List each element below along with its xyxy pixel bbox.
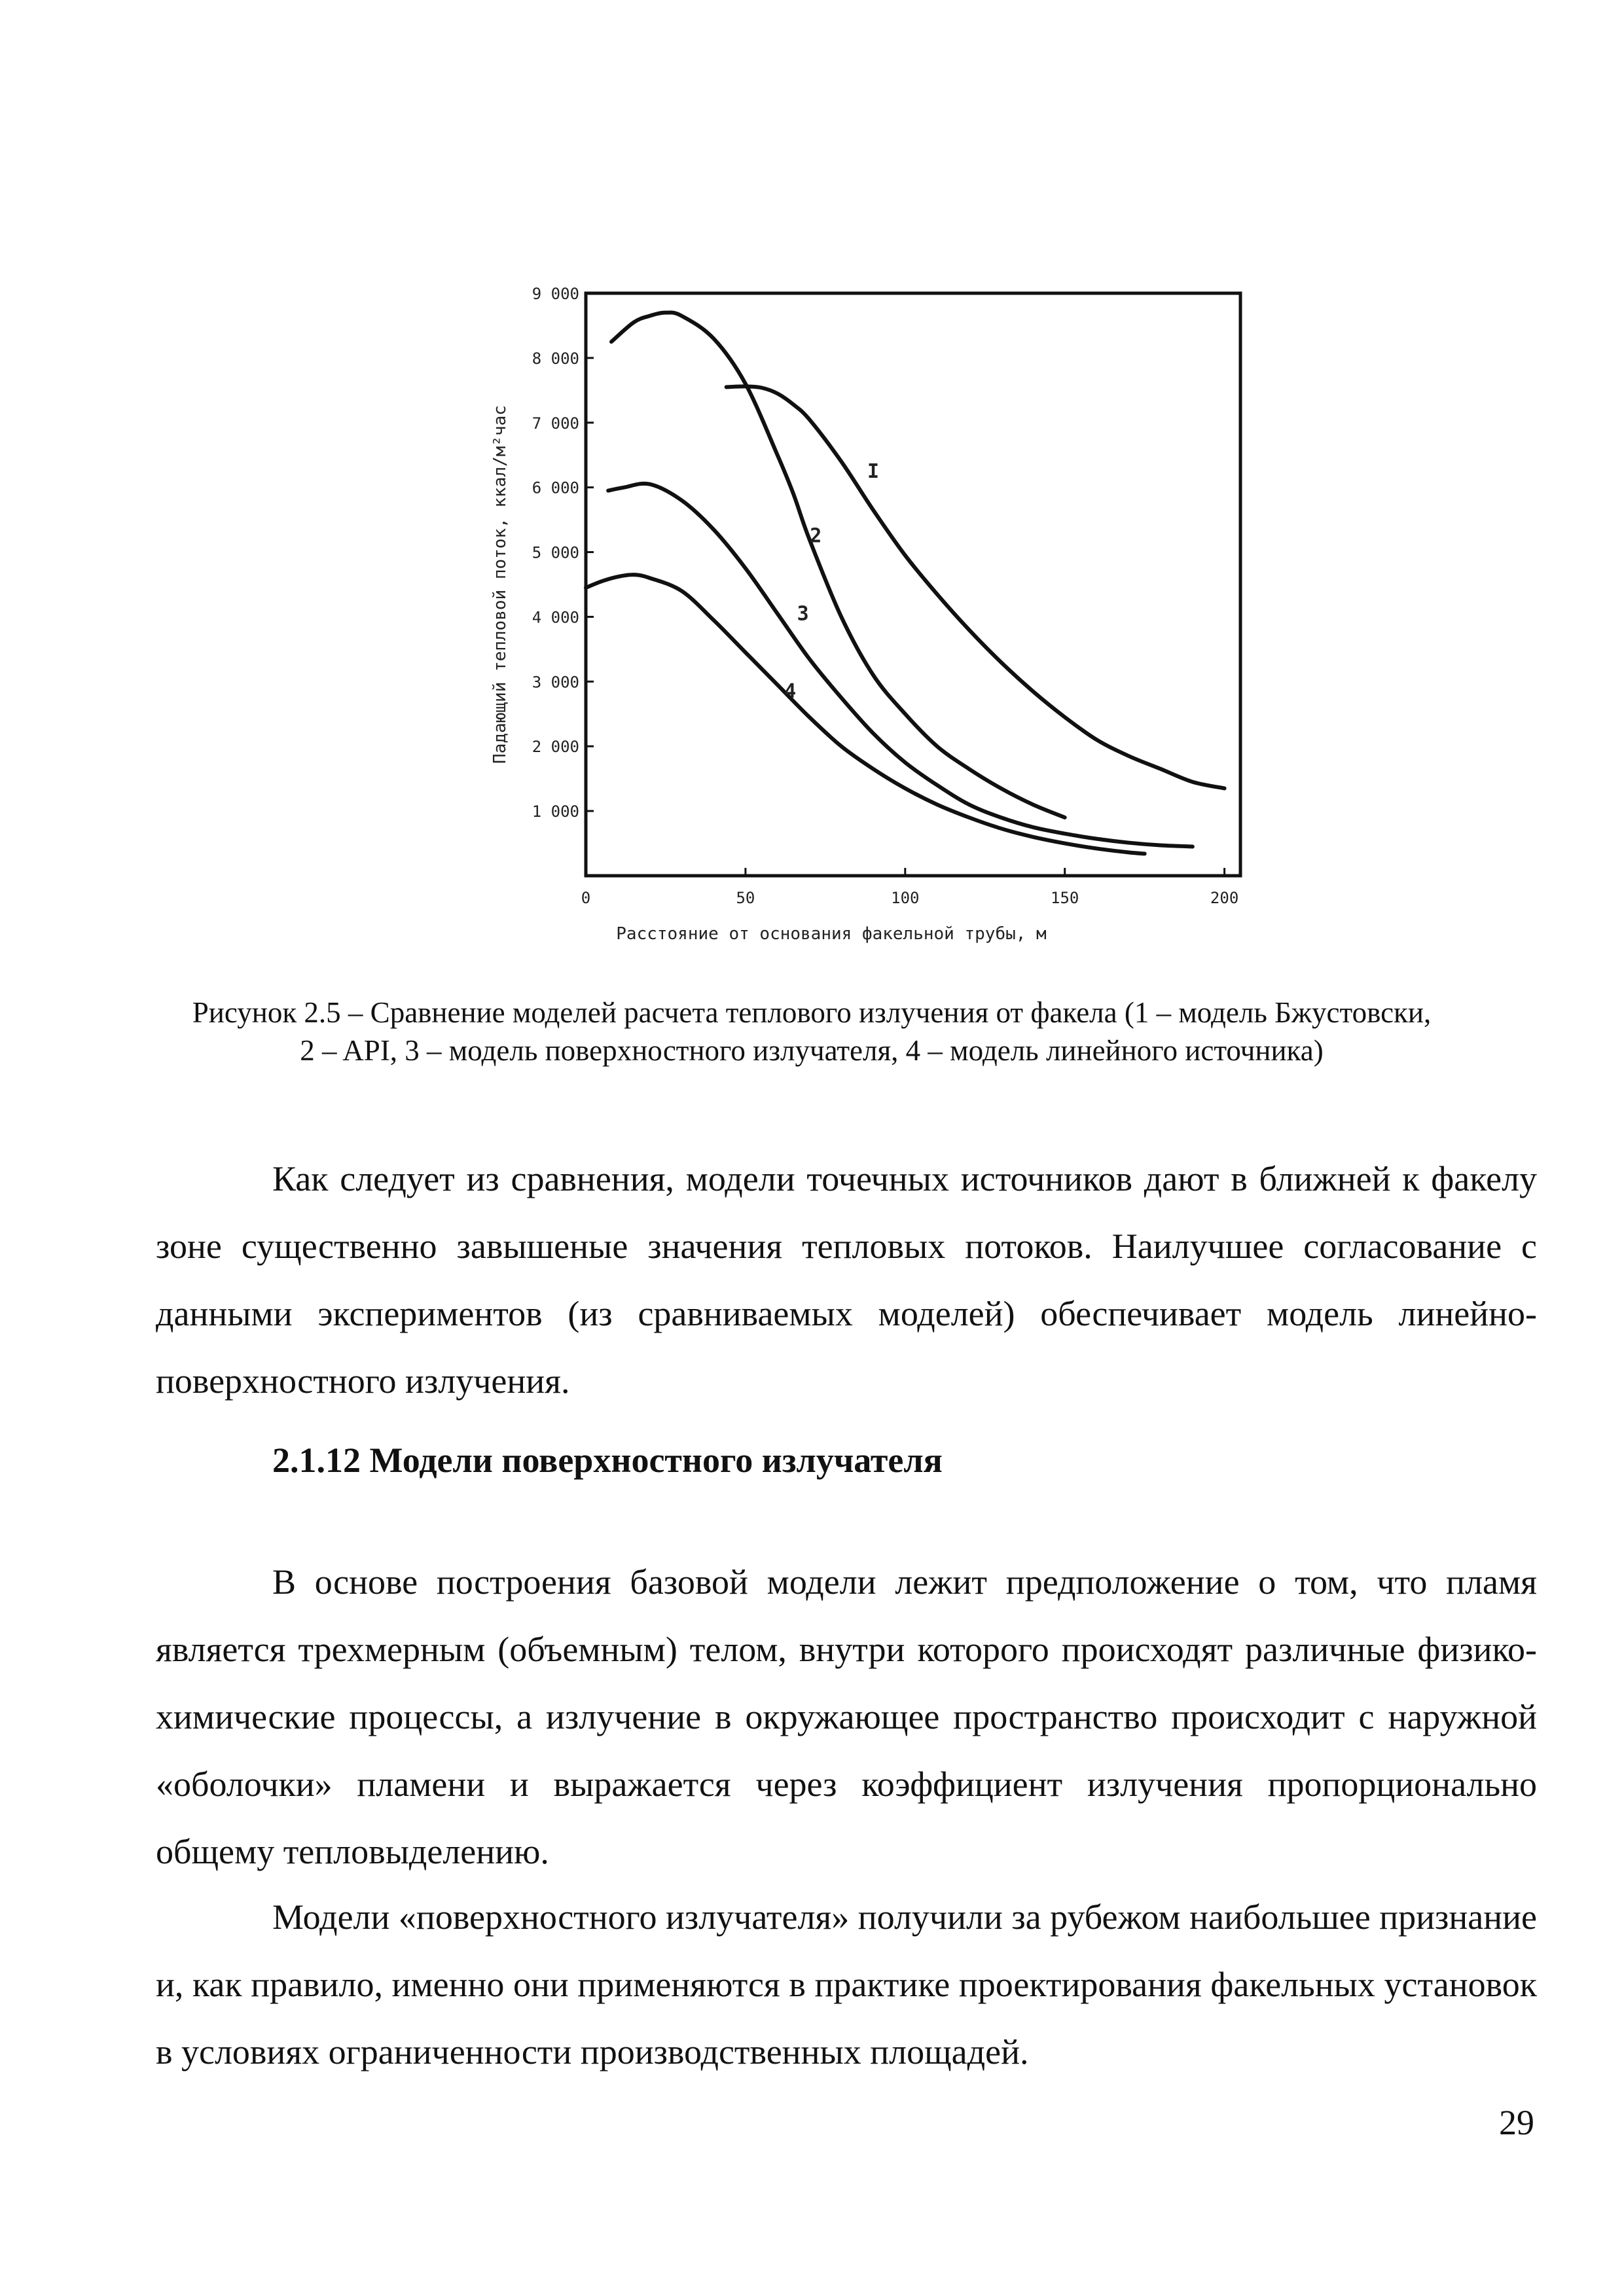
heat-flux-chart	[458, 262, 1322, 962]
y-tick-label: 6 000	[532, 478, 579, 497]
curve-label: 4	[784, 680, 797, 704]
series-line-I	[727, 386, 1225, 788]
caption-line-1: Рисунок 2.5 – Сравнение моделей расчета теплового излучения от факела (1 – модель Бжустовски,	[192, 996, 1432, 1029]
paragraph-1: Как следует из сравнения, модели точечных источников дают в ближней к факелу зоне существенно завышеные значения тепловых потоков. Наилучшее согласование с данными экспериментов (из сравниваемых моделей) обеспечивает модель линейно-поверхностного излучения.	[156, 1159, 1537, 1401]
y-tick-label: 9 000	[532, 285, 579, 303]
y-tick-label: 7 000	[532, 414, 579, 433]
y-tick-label: 1 000	[532, 802, 579, 821]
x-axis-label: Расстояние от основания факельной трубы, м	[616, 924, 1047, 944]
curve-label: I	[867, 459, 880, 483]
y-tick-label: 2 000	[532, 738, 579, 757]
curve-label: 2	[810, 524, 822, 548]
x-tick-label: 100	[891, 889, 920, 907]
y-tick-label: 5 000	[532, 543, 579, 562]
y-tick-label: 3 000	[532, 673, 579, 692]
curve-label: 3	[797, 602, 809, 626]
series-line-3	[608, 484, 1193, 847]
section-heading: 2.1.12 Модели поверхностного излучателя	[272, 1441, 943, 1480]
paragraph-2: В основе построения базовой модели лежит предположение о том, что пламя является трехмерным (объемным) телом, внутри которого происходят различные физико-химические процессы, а излучение в окружающее пространство происходит с наружной «оболочки» пламени и выражается через коэффициент излучения пропорционально общему тепловыделению.	[156, 1562, 1537, 1871]
y-tick-label: 8 000	[532, 349, 579, 368]
x-tick-label: 0	[581, 889, 591, 907]
y-axis-label: Падающий тепловой поток, ккал/м²час	[490, 405, 510, 764]
figure-caption	[151, 994, 1473, 1069]
paragraph-3: Модели «поверхностного излучателя» получили за рубежом наибольшее признание и, как правило, именно они применяются в практике проектирования факельных установок в условиях ограниченности производственных площадей.	[156, 1897, 1537, 2072]
plot-frame	[586, 293, 1240, 876]
series-group	[586, 312, 1225, 853]
y-tick-label: 4 000	[532, 608, 579, 627]
page-number: 29	[1499, 2103, 1534, 2142]
x-tick-label: 150	[1051, 889, 1079, 907]
caption-line-2: 2 – API, 3 – модель поверхностного излучателя, 4 – модель линейного источника)	[300, 1034, 1324, 1067]
x-tick-label: 200	[1210, 889, 1239, 907]
x-axis-ticks	[581, 868, 1239, 907]
x-tick-label: 50	[736, 889, 755, 907]
